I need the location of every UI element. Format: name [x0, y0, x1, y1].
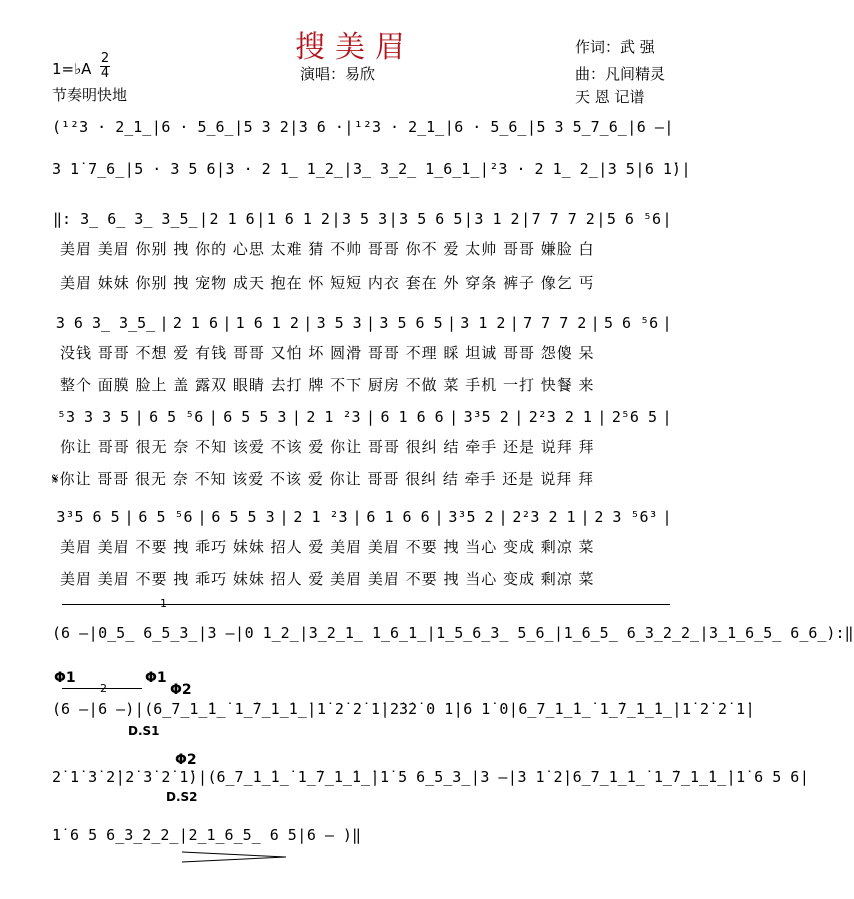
bar: 6 5 5 3	[223, 408, 287, 426]
bar: (¹²3 · 2̲1̲	[52, 118, 152, 136]
barline: |	[124, 508, 134, 526]
transcriber-credit: 天 恩 记谱	[575, 88, 645, 106]
lyric-line: 你让 哥哥 很无 奈 不知 该爱 不该 爱 你让 哥哥 很纠 结 牵手 还是 说拜 拜	[60, 438, 595, 456]
bar: 3 1̇ 2̇	[517, 768, 563, 786]
barline: |	[134, 700, 144, 718]
barline: |	[597, 408, 607, 426]
bar: 2 1 6	[209, 210, 255, 228]
barline: |	[521, 210, 531, 228]
composer-credit: 曲：凡间精灵	[575, 65, 666, 83]
barline: |	[197, 624, 207, 642]
coda-marker: Φ2	[175, 752, 197, 768]
barline: |	[627, 118, 637, 136]
bar: 3³5 6 5	[56, 508, 120, 526]
bar: 3 5 6 5	[399, 210, 463, 228]
barline: |	[256, 210, 266, 228]
barline: |	[216, 160, 226, 178]
lyric-line: 𝄋你让 哥哥 很无 奈 不知 该爱 不该 爱 你让 哥哥 很纠 结 牵手 还是 说拜 拜	[52, 470, 594, 488]
bar: 1̇ 2̇ 2̇ 1̇	[681, 700, 746, 718]
decrescendo-hairpin	[180, 850, 290, 864]
bar: (6̲7̲1̲̇1̲̇ 1̲̇7̲1̲̇1̲̇	[207, 768, 371, 786]
barline: |	[343, 160, 353, 178]
bar: 3 1 2	[460, 314, 506, 332]
volta-number: 2	[100, 682, 107, 695]
barline: |	[662, 508, 672, 526]
time-signature	[100, 52, 110, 81]
bar: 1 6 1 2	[266, 210, 330, 228]
barline: |	[699, 624, 709, 642]
bar: 6 5 ⁵6	[149, 408, 204, 426]
bar: 6̲7̲1̲̇1̲̇ 1̲̇7̲1̲̇1̲̇	[572, 768, 727, 786]
bar: 1̲5̲6̲3̲ 5̲6̲	[436, 624, 554, 642]
barline: |	[197, 768, 207, 786]
bar: 3̲1̲6̲5̲ 6̲6̲):‖	[709, 624, 854, 642]
barline: |	[563, 768, 573, 786]
ds1-marker: D.S1	[128, 724, 160, 738]
lyric-line: 美眉 美眉 不要 拽 乖巧 妹妹 招人 爱 美眉 美眉 不要 拽 当心 变成 剩凉 菜	[60, 570, 595, 588]
bar: 2 1 6	[172, 314, 218, 332]
barline: |	[662, 210, 672, 228]
barline: |	[344, 118, 354, 136]
lyricist-credit: 作词：武 强	[575, 38, 655, 56]
barline: |	[124, 160, 134, 178]
barline: |	[115, 768, 125, 786]
bar: 6 1 6 6	[380, 408, 444, 426]
barline: |	[498, 508, 508, 526]
barline: |	[446, 314, 456, 332]
barline: |	[370, 768, 380, 786]
coda-marker: Φ1	[145, 670, 167, 686]
barline: |	[449, 408, 459, 426]
bar: 3 1 2	[474, 210, 520, 228]
bar: ‖: 3̲ 6̲ 3̲ 3̲5̲	[53, 210, 198, 228]
stave-7	[52, 624, 854, 642]
stave-6	[52, 508, 672, 526]
bar: 0̲5̲ 6̲5̲3̲	[98, 624, 198, 642]
bar: 6 1̇)	[644, 160, 681, 178]
barline: |	[507, 768, 517, 786]
barline: |	[745, 700, 755, 718]
bar: ¹²3 · 2̲1̲	[353, 118, 445, 136]
barline: |	[799, 768, 809, 786]
barline: |	[178, 826, 188, 844]
bar: 3 6 3̲ 3̲5̲	[55, 314, 156, 332]
barline: |	[234, 118, 244, 136]
barline: |	[508, 700, 518, 718]
volta-bracket	[62, 604, 670, 605]
lyric-line: 美眉 妹妹 你别 拽 宠物 成天 抱在 怀 短短 内衣 套在 外 穿条 裤子 像乞 丐	[60, 274, 595, 292]
stave-1	[52, 118, 672, 136]
bar: 6 · 5̲6̲	[454, 118, 527, 136]
bar: 3 1̇ 7̲6̲	[52, 160, 125, 178]
barline: |	[208, 408, 218, 426]
bar: (6̲7̲1̲̇1̲̇ 1̲̇7̲1̲̇1̲̇	[144, 700, 307, 718]
barline: |	[134, 408, 144, 426]
stave-9	[52, 768, 809, 786]
key-signature: 1=♭A	[52, 60, 92, 78]
stave-2	[52, 160, 691, 178]
bar: 6 1̇ 0	[463, 700, 509, 718]
barline: |	[289, 118, 299, 136]
barline: |	[681, 160, 691, 178]
barline: |	[159, 314, 169, 332]
lyric-line: 美眉 美眉 你别 拽 你的 心思 太难 猜 不帅 哥哥 你不 爱 太帅 哥哥 嫌脸 白	[60, 240, 595, 258]
lyric-line: 没钱 哥哥 不想 爱 有钱 哥哥 又怕 坏 圆滑 哥哥 不理 睬 坦诚 哥哥 怨傻 呆	[60, 344, 595, 362]
barline: |	[297, 826, 307, 844]
barline: |	[307, 700, 317, 718]
barline: |	[726, 768, 736, 786]
bar: ²3 · 2 1̲ 2̲	[489, 160, 598, 178]
bar: 2̇ 3̇ 2̇ 1̇)	[125, 768, 198, 786]
bar: 2̇ 1̇ 3̇ 2̇	[52, 768, 116, 786]
bar: 0 1̲2̲	[244, 624, 299, 642]
bar: 6 · 5̲6̲	[161, 118, 234, 136]
barline: |	[88, 624, 98, 642]
bar: 5 · 3 5 6	[134, 160, 216, 178]
bar: 6 –)	[98, 700, 135, 718]
bar: 2 1 ²3	[306, 408, 361, 426]
bar: 2̇3̇2̇ 0 1̇	[390, 700, 454, 718]
barline: |	[596, 210, 606, 228]
barline: |	[444, 118, 454, 136]
bar: 2̲1̲6̲5̲ 6 5	[188, 826, 297, 844]
bar: 2 3 ⁵6³	[594, 508, 658, 526]
barline: |	[426, 624, 436, 642]
song-title: 搜美眉	[295, 30, 415, 65]
barline: |	[664, 118, 674, 136]
time-numerator: 2	[100, 51, 110, 66]
barline: |	[388, 210, 398, 228]
bar: 1̇ 2̇ 2̇ 1̇	[316, 700, 381, 718]
coda-marker: Φ1	[54, 670, 76, 686]
barline: |	[88, 700, 98, 718]
barline: |	[222, 314, 232, 332]
bar: 3 5 3	[316, 314, 362, 332]
bar: 1 6 1 2	[235, 314, 299, 332]
bar: 1̇ 6 5 6̲3̲2̲2̲	[52, 826, 179, 844]
bar: 7 7 7 2	[523, 314, 587, 332]
bar: 3 –	[207, 624, 235, 642]
bar: 2²3 2 1	[528, 408, 592, 426]
barline: |	[554, 624, 564, 642]
stave-8	[52, 700, 755, 718]
bar: (6 –	[52, 700, 89, 718]
bar: 3 6 ·	[298, 118, 344, 136]
bar: 3̲ 3̲2̲ 1̲6̲1̲	[352, 160, 480, 178]
barline: |	[463, 210, 473, 228]
singer-credit: 演唱：易欣	[300, 65, 376, 83]
barline: |	[331, 210, 341, 228]
barline: |	[453, 700, 463, 718]
barline: |	[366, 314, 376, 332]
barline: |	[235, 624, 245, 642]
barline: |	[635, 160, 645, 178]
bar: 3³5 2	[463, 408, 509, 426]
bar: 3 –	[480, 768, 508, 786]
barline: |	[470, 768, 480, 786]
barline: |	[514, 408, 524, 426]
time-denominator: 4	[100, 66, 110, 81]
bar: 1̲6̲5̲ 6̲3̲2̲2̲	[563, 624, 700, 642]
stave-10	[52, 826, 361, 844]
barline: |	[598, 160, 608, 178]
bar: 1̇ 5 6̲5̲3̲	[380, 768, 471, 786]
bar: 7 7 7 2	[531, 210, 595, 228]
bar: 3 5 3	[341, 210, 388, 228]
bar: 6̲7̲1̲̇1̲̇ 1̲̇7̲1̲̇1̲̇	[518, 700, 672, 718]
coda-marker: Φ2	[170, 682, 192, 698]
barline: |	[434, 508, 444, 526]
barline: |	[509, 314, 519, 332]
bar: 2⁵6 5	[611, 408, 657, 426]
bar: 3̲2̲1̲ 1̲6̲1̲	[308, 624, 427, 642]
bar: 3 5	[607, 160, 635, 178]
bar: 1̇ 6 5 6	[736, 768, 800, 786]
bar: 6 – )‖	[306, 826, 361, 844]
bar: 2 1 ²3	[293, 508, 348, 526]
barline: |	[303, 314, 313, 332]
barline: |	[380, 700, 390, 718]
bar: 5 3 5̲7̲6̲	[536, 118, 627, 136]
barline: |	[199, 210, 209, 228]
stave-4	[52, 314, 672, 332]
bar: 6 5 ⁵6	[138, 508, 193, 526]
barline: |	[279, 508, 289, 526]
bar: 2²3 2 1	[512, 508, 576, 526]
barline: |	[526, 118, 536, 136]
stave-5	[52, 408, 672, 426]
bar: 5 6 ⁵6	[604, 314, 659, 332]
bar: (6 –	[52, 624, 89, 642]
bar: ⁵3 3 3 5	[56, 408, 130, 426]
bar: 3 5 6 5	[379, 314, 443, 332]
barline: |	[299, 624, 309, 642]
ds2-marker: D.S2	[166, 790, 198, 804]
barline: |	[590, 314, 600, 332]
bar: 5 3 2	[243, 118, 289, 136]
lyric-line: 美眉 美眉 不要 拽 乖巧 妹妹 招人 爱 美眉 美眉 不要 拽 当心 变成 剩凉 菜	[60, 538, 595, 556]
barline: |	[672, 700, 682, 718]
bar: 3 · 2 1̲ 1̲2̲	[225, 160, 343, 178]
bar: 6 –	[636, 118, 664, 136]
bar: 5 6 ⁵6	[606, 210, 662, 228]
barline: |	[366, 408, 376, 426]
bar: 6 1 6 6	[366, 508, 430, 526]
stave-3	[52, 210, 672, 228]
bar: 6 5 5 3	[211, 508, 275, 526]
lyric-line: 整个 面膜 脸上 盖 露双 眼睛 去打 牌 不下 厨房 不做 菜 手机 一打 快餐 来	[60, 376, 595, 394]
barline: |	[662, 408, 672, 426]
barline: |	[291, 408, 301, 426]
barline: |	[151, 118, 161, 136]
barline: |	[352, 508, 362, 526]
barline: |	[197, 508, 207, 526]
bar: 3³5 2	[448, 508, 494, 526]
barline: |	[580, 508, 590, 526]
barline: |	[479, 160, 489, 178]
barline: |	[662, 314, 672, 332]
volta-number: 1	[160, 597, 167, 610]
tempo-marking: 节奏明快地	[52, 86, 128, 104]
